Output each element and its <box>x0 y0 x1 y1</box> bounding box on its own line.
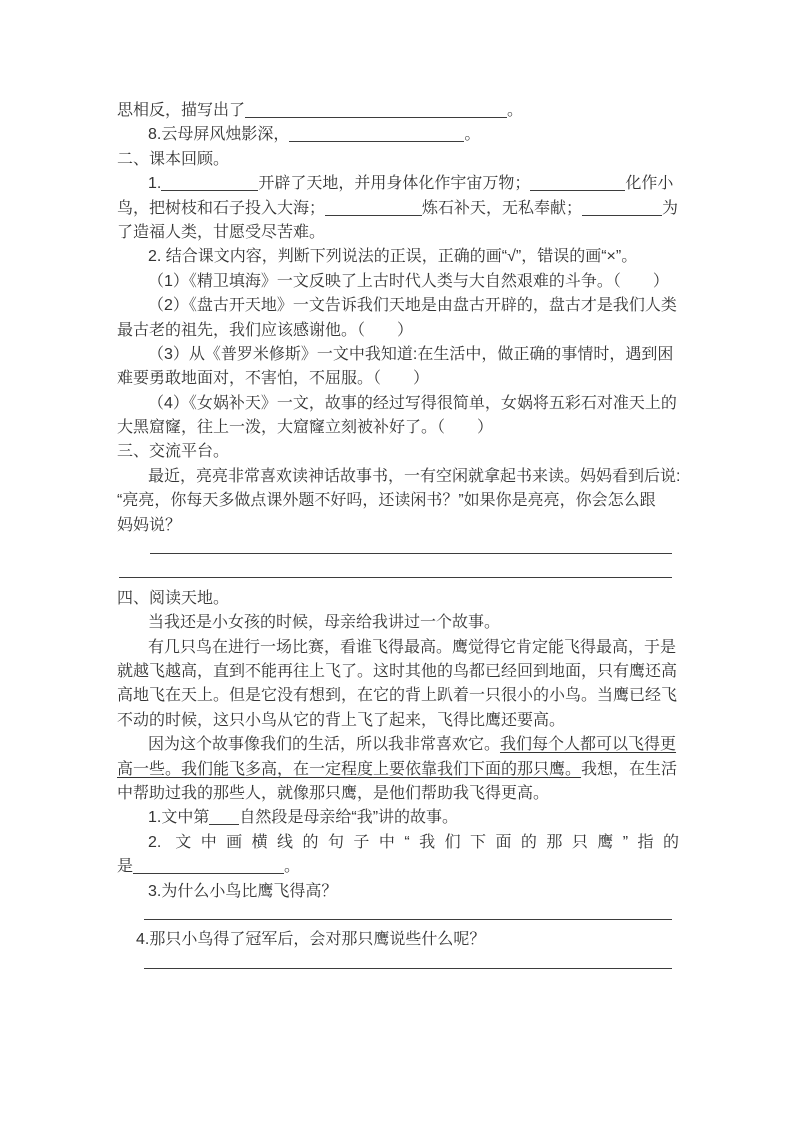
passage-para-2-line-2 <box>117 660 679 684</box>
reading-q4 <box>117 928 679 952</box>
passage-para-3-line-1 <box>117 733 679 757</box>
fill-in-blank <box>245 101 507 118</box>
passage-para-2-line-4 <box>117 709 679 733</box>
text-run: 因为这个故事像我们的生活，所以我非常喜欢它。 <box>148 736 501 754</box>
section-2-q2-item-3-line-2 <box>117 367 679 391</box>
question-8-poem-line <box>117 123 679 147</box>
text-run: 8.云母屏风烛影深， <box>148 126 290 144</box>
text-run: （3）从《普罗米修斯》一文中我知道:在生活中，做正确的事情时，遇到困 <box>148 345 674 363</box>
text-run: 高地飞在天上。但是它没有想到，在它的背上趴着一只很小的小鸟。当鹰已经飞 <box>117 687 678 705</box>
answer-rule-line <box>150 553 672 554</box>
text-run: 。 <box>284 858 301 876</box>
text-run: 2. 文中画横线的句子中“我们下面的那只鹰”指的 <box>148 833 679 851</box>
passage-para-3-line-3 <box>117 782 679 806</box>
fill-in-blank <box>325 199 422 216</box>
text-run: 不动的时候，这只小鸟从它的背上飞了起来，飞得比鹰还要高。 <box>117 711 566 729</box>
text-run: （1）《精卫填海》一文反映了上古时代人类与大自然艰难的斗争。（ ） <box>148 272 669 290</box>
reading-q4-answer-rule <box>117 953 679 977</box>
reading-q3 <box>117 880 679 904</box>
section-2-q2-item-4-line-2 <box>117 416 679 440</box>
text-run: 鸟，把树枝和石子投入大海； <box>117 199 326 217</box>
text-run: 有几只鸟在进行一场比赛，看谁飞得最高。鹰觉得它肯定能飞得最高，于是 <box>148 638 677 656</box>
section-2-q2-item-1 <box>117 270 679 294</box>
text-run: 。 <box>464 126 481 144</box>
text-run: 1.文中第 <box>148 809 210 827</box>
reading-q1 <box>117 806 679 830</box>
section-2-heading <box>117 148 679 172</box>
reading-q2-line-1 <box>117 831 679 855</box>
text-run: 大黑窟窿，往上一泼，大窟窿立刻被补好了。（ ） <box>117 419 494 437</box>
text-run: （2）《盘古开天地》一文告诉我们天地是由盘古开辟的，盘古才是我们人类 <box>148 297 677 315</box>
text-run: 1. <box>148 175 162 193</box>
text-run: 为 <box>662 199 679 217</box>
section-3-prompt-line-2 <box>117 489 679 513</box>
section-2-q1-line-3 <box>117 221 679 245</box>
fill-in-blank <box>133 857 284 874</box>
section-3-prompt-line-3 <box>117 514 679 538</box>
section-3-prompt-line-1 <box>117 465 679 489</box>
section-2-q2-item-2-line-1 <box>117 294 679 318</box>
text-run: 化作小 <box>625 175 674 193</box>
section-2-q1-line-2 <box>117 197 679 221</box>
section-2-q2-instruction <box>117 245 679 269</box>
text-run: 当我还是小女孩的时候，母亲给我讲过一个故事。 <box>148 614 501 632</box>
text-run: 二、课本回顾。 <box>117 150 230 168</box>
section-3-answer-rule-1 <box>117 538 679 562</box>
passage-para-1 <box>117 611 679 635</box>
fill-in-blank <box>582 199 662 216</box>
document-lines <box>117 99 679 977</box>
text-run: 。 <box>507 102 524 119</box>
text-run: 2. 结合课文内容，判断下列说法的正误，正确的画“√”，错误的画“×”。 <box>148 248 638 266</box>
text-run: 最近，亮亮非常喜欢读神话故事书，一有空闲就拿起书来读。妈妈看到后说: <box>148 467 681 485</box>
passage-para-2-line-3 <box>117 684 679 708</box>
section-3-heading <box>117 440 679 464</box>
section-4-heading <box>117 587 679 611</box>
text-run: 三、交流平台。 <box>117 443 230 461</box>
text-run: 是 <box>117 858 134 876</box>
text-run: 中帮助过我的那些人，就像那只鹰，是他们帮助我飞得更高。 <box>117 784 550 802</box>
text-run: 四、阅读天地。 <box>117 589 230 607</box>
text-run: “亮亮，你每天多做点课外题不好吗，还读闲书？”如果你是亮亮，你会怎么跟 <box>117 492 656 510</box>
text-run: 炼石补天，无私奉献； <box>422 199 583 217</box>
passage-para-3-line-2 <box>117 758 679 782</box>
underlined-sentence: 我们每个人都可以飞得更 <box>500 736 677 754</box>
section-3-answer-rule-2 <box>117 562 679 586</box>
underlined-sentence: 高一些。我们能飞多高，在一定程度上要依靠我们下面的那只鹰。 <box>117 760 582 778</box>
text-run: 我想，在生活 <box>581 760 678 778</box>
fill-in-blank <box>161 174 258 191</box>
reading-q3-answer-rule <box>117 904 679 928</box>
text-run: 自然段是母亲给“我”讲的故事。 <box>239 809 459 827</box>
answer-rule-line <box>119 577 672 578</box>
section-2-q1-line-1 <box>117 172 679 196</box>
text-run: 开辟了天地，并用身体化作宇宙万物； <box>258 175 531 193</box>
text-run: 妈妈说？ <box>117 516 182 534</box>
text-run: 了造福人类，甘愿受尽苦难。 <box>117 223 326 241</box>
text-run: 3.为什么小鸟比鹰飞得高？ <box>148 882 338 900</box>
text-run: 难要勇敢地面对，不害怕，不屈服。（ ） <box>117 370 430 388</box>
text-run: 思相反，描写出了 <box>117 102 246 119</box>
fill-in-blank <box>289 125 464 142</box>
fill-in-blank <box>209 808 239 825</box>
text-run: 就越飞越高，直到不能再往上飞了。这时其他的鸟都已经回到地面，只有鹰还高 <box>117 662 678 680</box>
section-2-q2-item-4-line-1 <box>117 392 679 416</box>
passage-para-2-line-1 <box>117 636 679 660</box>
text-run: 4.那只小鸟得了冠军后，会对那只鹰说些什么呢？ <box>136 931 486 949</box>
text-run: （4）《女娲补天》一文，故事的经过写得很简单，女娲将五彩石对准天上的 <box>148 394 677 412</box>
fill-in-blank <box>530 174 625 191</box>
reading-q2-line-2 <box>117 855 679 879</box>
answer-rule-line <box>144 919 672 920</box>
section-2-q2-item-2-line-2 <box>117 319 679 343</box>
answer-rule-line <box>144 968 672 969</box>
question-7-continuation <box>117 99 679 123</box>
section-2-q2-item-3-line-1 <box>117 343 679 367</box>
text-run: 最古老的祖先，我们应该感谢他。（ ） <box>117 321 414 339</box>
